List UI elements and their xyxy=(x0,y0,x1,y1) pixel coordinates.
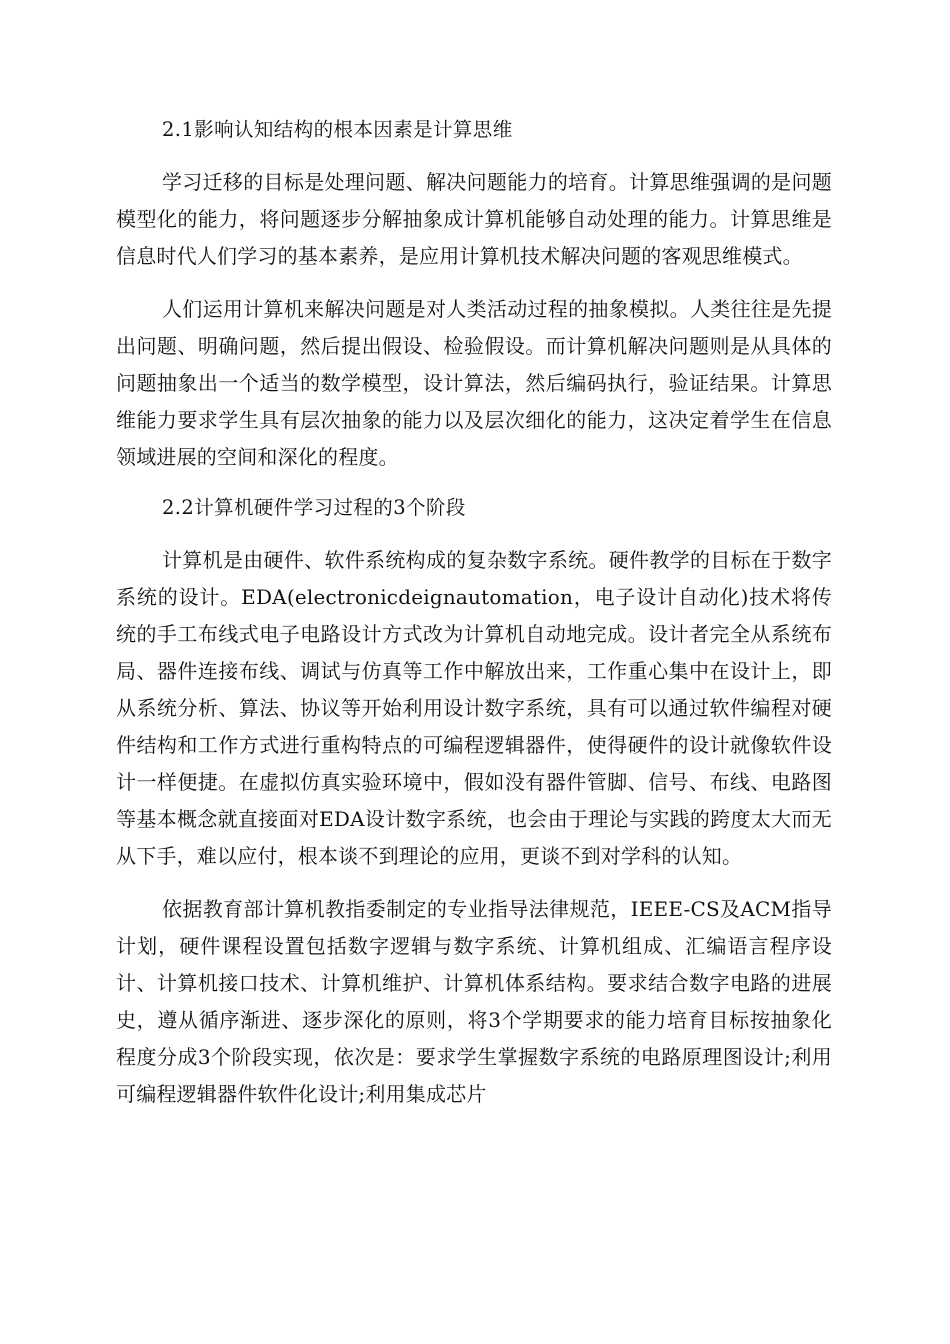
paragraph: 学习迁移的目标是处理问题、解决问题能力的培育。计算思维强调的是问题模型化的能力，将问题逐步分解抽象成计算机能够自动处理的能力。计算思维是信息时代人们学习的基本素养，是应用计算机技术解决问题的客观思维模式。 xyxy=(116,170,832,268)
section-heading-2-1: 2.1影响认知结构的根本因素是计算思维 xyxy=(162,118,513,141)
paragraph: 计算机是由硬件、软件系统构成的复杂数字系统。硬件教学的目标在于数字系统的设计。EDA(electronicdeignautomation，电子设计自动化)技术将传统的手工布线式电子电路设计方式改为计算机自动地完成。设计者完全从系统布局、器件连接布线、调试与仿真等工作中解放出来，工作重心集中在设计上，即从系统分析、算法、协议等开始利用设计数字系统，具有可以通过软件编程对硬件结构和工作方式进行重构特点的可编程逻辑器件，使得硬件的设计就像软件设计一样便捷。在虚拟仿真实验环境中，假如没有器件管脚、信号、布线、电路图等基本概念就直接面对EDA设计数字系统，也会由于理论与实践的跨度太大而无从下手，难以应付，根本谈不到理论的应用，更谈不到对学科的认知。 xyxy=(116,548,832,868)
paragraph: 人们运用计算机来解决问题是对人类活动过程的抽象模拟。人类往往是先提出问题、明确问题，然后提出假设、检验假设。而计算机解决问题则是从具体的问题抽象出一个适当的数学模型，设计算法，然后编码执行，验证结果。计算思维能力要求学生具有层次抽象的能力以及层次细化的能力，这决定着学生在信息领域进展的空间和深化的程度。 xyxy=(116,297,832,469)
paragraph: 依据教育部计算机教指委制定的专业指导法律规范，IEEE-CS及ACM指导计划，硬件课程设置包括数字逻辑与数字系统、计算机组成、汇编语言程序设计、计算机接口技术、计算机维护、计算机体系结构。要求结合数字电路的进展史，遵从循序渐进、逐步深化的原则，将3个学期要求的能力培育目标按抽象化程度分成3个阶段实现，依次是：要求学生掌握数字系统的电路原理图设计;利用可编程逻辑器件软件化设计;利用集成芯片 xyxy=(116,897,832,1106)
section-heading-2-2: 2.2计算机硬件学习过程的3个阶段 xyxy=(162,496,466,519)
document-body xyxy=(116,112,832,1113)
